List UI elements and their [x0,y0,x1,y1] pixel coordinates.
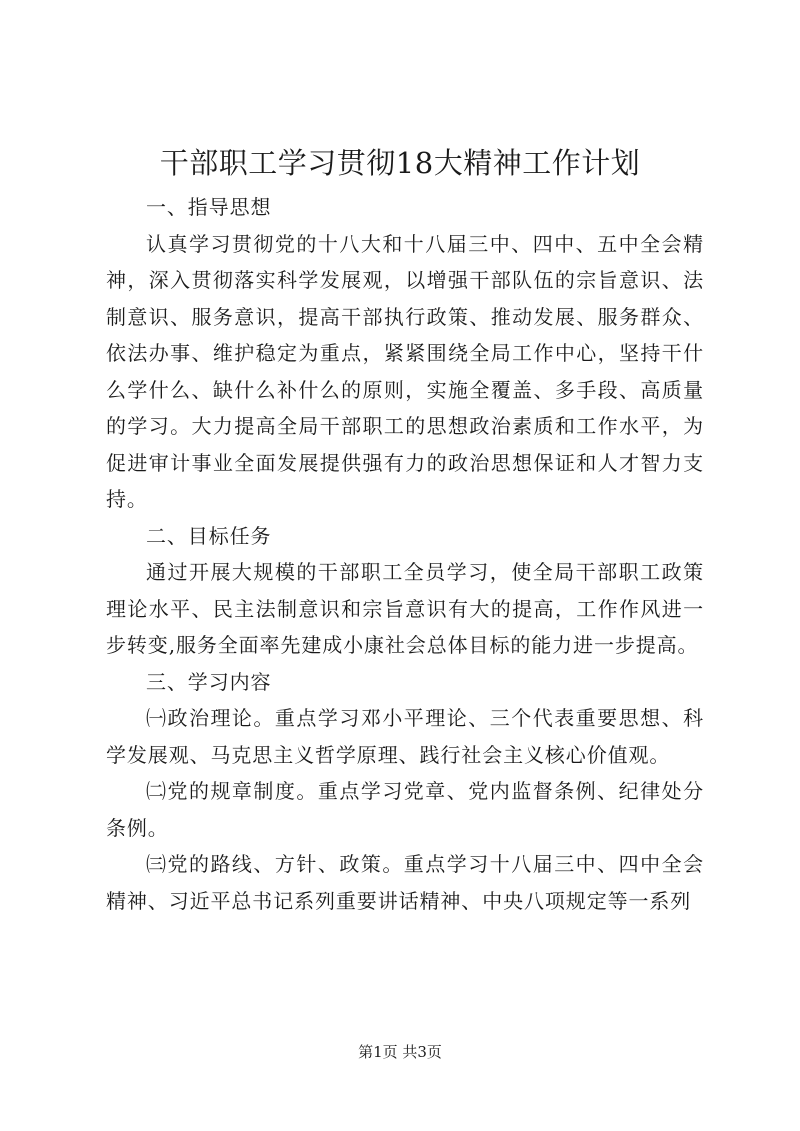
document-title: 干部职工学习贯彻18大精神工作计划 [159,146,641,180]
page-number-footer: 第1页 共3页 [358,1043,442,1061]
paragraph-goals: 通过开展大规模的干部职工全员学习，使全局干部职工政策理论水平、民主法制意识和宗旨意识有大的提高，工作作风进一步转变,服务全面率先建成小康社会总体目标的能力进一步提高。 [106,560,704,657]
section-heading-goals: 二、目标任务 [146,523,272,548]
paragraph-party-rules: ㈡党的规章制度。重点学习党章、党内监督条例、纪律处分条例。 [106,779,704,840]
section-heading-guiding-thought: 一、指导思想 [146,195,272,219]
section-heading-study-content: 三、学习内容 [146,669,272,694]
document-body [106,189,704,919]
paragraph-political-theory: ㈠政治理论。重点学习邓小平理论、三个代表重要思想、科学发展观、马克思主义哲学原理、践行社会主义核心价值观。 [106,706,704,767]
paragraph-guiding-thought: 认真学习贯彻党的十八大和十八届三中、四中、五中全会精神，深入贯彻落实科学发展观，以增强干部队伍的宗旨意识、法制意识、服务意识，提高干部执行政策、推动发展、服务群众、依法办事、维护稳定为重点，紧紧围绕全局工作中心，坚持干什么学什么、缺什么补什么的原则，实施全覆盖、多手段、高质量的学习。大力提高全局干部职工的思想政治素质和工作水平，为促进审计事业全面发展提供强有力的政治思想保证和人才智力支持。 [106,231,704,511]
paragraph-party-policies: ㈢党的路线、方针、政策。重点学习十八届三中、四中全会精神、习近平总书记系列重要讲话精神、中央八项规定等一系列 [106,852,704,913]
